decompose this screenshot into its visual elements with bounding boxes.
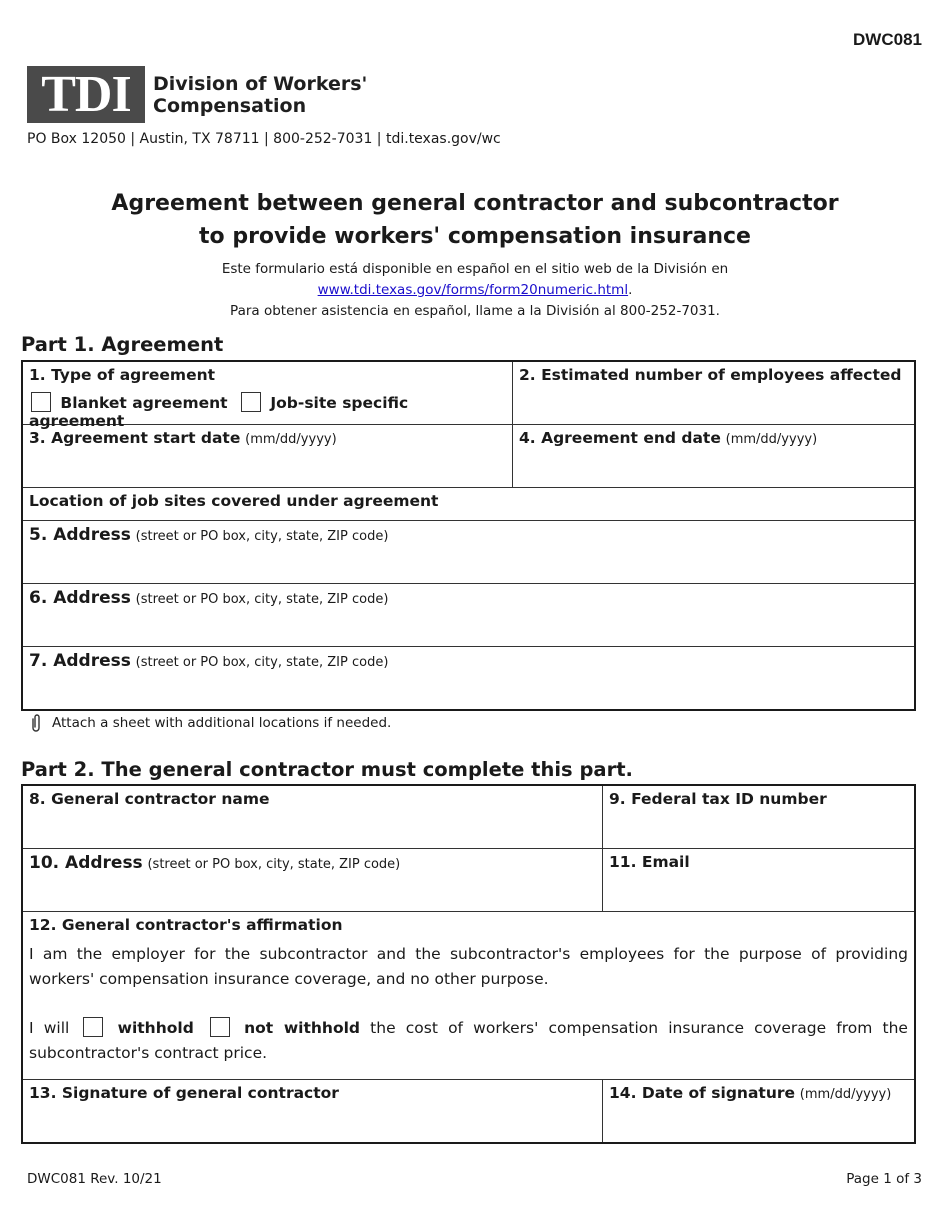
field-3-start-date[interactable]: [23, 425, 512, 487]
spanish-line1: Este formulario está disponible en español en el sitio web de la División en: [221, 261, 729, 277]
i-will-text: I will: [29, 1019, 70, 1037]
field-4-end-date[interactable]: [512, 425, 914, 487]
field-1-type-of-agreement: [23, 362, 512, 430]
blanket-agreement-label: Blanket agreement: [60, 394, 228, 412]
form-code: DWC081: [853, 30, 922, 49]
job-site-specific-label: Job-site specific agreement: [29, 394, 409, 430]
not-withhold-label: not withhold: [244, 1019, 361, 1037]
form-title-line1: Agreement between general contractor and subcontractor: [111, 191, 839, 216]
attach-note: [30, 713, 391, 733]
spanish-form-link[interactable]: www.tdi.texas.gov/forms/form20numeric.html: [317, 282, 629, 298]
field-4-label: 4. Agreement end date: [519, 429, 721, 447]
field-1-label: 1. Type of agreement: [29, 366, 216, 384]
part2-table: [21, 784, 916, 1144]
field-7-hint: (street or PO box, city, state, ZIP code): [135, 655, 389, 670]
field-11-email[interactable]: [602, 849, 914, 911]
field-3-hint: (mm/dd/yyyy): [245, 432, 337, 447]
field-6-address[interactable]: [23, 584, 914, 646]
field-10-hint: (street or PO box, city, state, ZIP code): [147, 857, 401, 872]
part2-heading: Part 2. The general contractor must complete this part.: [21, 758, 633, 781]
field-12-label: 12. General contractor's affirmation: [29, 916, 343, 934]
field-14-label: 14. Date of signature: [609, 1084, 796, 1102]
job-site-specific-checkbox[interactable]: [241, 392, 261, 412]
field-14-signature-date[interactable]: [602, 1080, 914, 1142]
division-name-line2: Compensation: [153, 94, 307, 117]
field-8-label: 8. General contractor name: [29, 790, 270, 808]
paperclip-icon: [30, 713, 42, 733]
field-9-tax-id[interactable]: [602, 786, 914, 848]
tdi-logo: [27, 66, 367, 123]
affirmation-text: I am the employer for the subcontractor and the subcontractor's employees for the purpose of providing workers' compensation insurance coverage, and no other purpose.: [29, 945, 908, 988]
withhold-label: withhold: [117, 1019, 194, 1037]
field-11-label: 11. Email: [609, 853, 690, 871]
field-2-employees-affected[interactable]: [512, 362, 914, 424]
field-2-label: 2. Estimated number of employees affected: [519, 366, 902, 384]
tdi-logo-mark: TDI: [27, 66, 145, 123]
footer-revision: DWC081 Rev. 10/21: [27, 1171, 162, 1187]
field-5-label: 5. Address: [29, 525, 131, 545]
footer-page-number: Page 1 of 3: [846, 1171, 922, 1187]
field-6-label: 6. Address: [29, 588, 131, 608]
division-name: [153, 73, 367, 117]
spanish-link-period: .: [628, 282, 633, 298]
field-13-signature[interactable]: [23, 1080, 602, 1142]
spanish-notice: [0, 259, 950, 322]
attach-note-text: Attach a sheet with additional locations if needed.: [52, 715, 392, 731]
not-withhold-checkbox[interactable]: [210, 1017, 230, 1037]
field-3-label: 3. Agreement start date: [29, 429, 241, 447]
field-7-label: 7. Address: [29, 651, 131, 671]
withhold-statement: [23, 1016, 914, 1066]
spanish-line3: Para obtener asistencia en español, llame a la División al 800-252-7031.: [230, 303, 720, 319]
field-6-hint: (street or PO box, city, state, ZIP code): [135, 592, 389, 607]
field-13-label: 13. Signature of general contractor: [29, 1084, 339, 1102]
form-title-line2: to provide workers' compensation insurance: [199, 224, 751, 249]
contact-line: PO Box 12050 | Austin, TX 78711 | 800-252-7031 | tdi.texas.gov/wc: [27, 131, 501, 147]
blanket-agreement-checkbox[interactable]: [31, 392, 51, 412]
field-5-address[interactable]: [23, 521, 914, 583]
part1-heading: Part 1. Agreement: [21, 333, 224, 356]
field-7-address[interactable]: [23, 647, 914, 709]
withhold-checkbox[interactable]: [83, 1017, 103, 1037]
locations-header: Location of job sites covered under agreement: [29, 492, 439, 510]
field-4-hint: (mm/dd/yyyy): [725, 432, 818, 447]
part1-table: [21, 360, 916, 711]
field-8-contractor-name[interactable]: [23, 786, 602, 848]
field-14-hint: (mm/dd/yyyy): [799, 1087, 892, 1102]
field-10-address[interactable]: [23, 849, 602, 911]
field-5-hint: (street or PO box, city, state, ZIP code): [135, 529, 389, 544]
division-name-line1: Division of Workers': [153, 72, 368, 95]
form-title: [0, 187, 950, 253]
field-9-label: 9. Federal tax ID number: [609, 790, 827, 808]
field-10-label: 10. Address: [29, 853, 143, 873]
withhold-tail-text: the cost of workers' compensation insurance coverage from the subcontractor's contract price.: [29, 1019, 908, 1062]
